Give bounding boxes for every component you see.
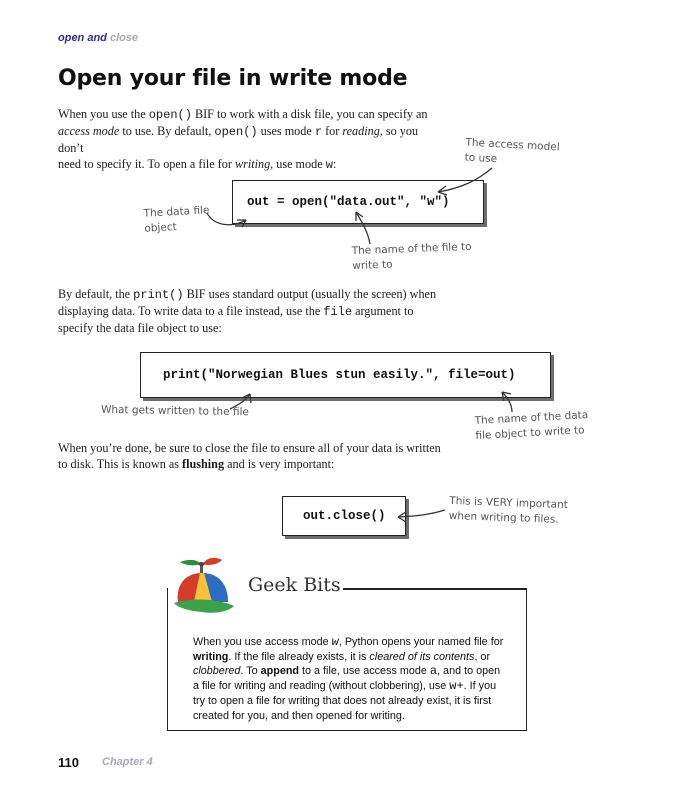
note-data-file-object: The name of the data file object to write to bbox=[474, 409, 589, 442]
page-title: Open your file in write mode bbox=[58, 66, 408, 91]
section-tag-close: close bbox=[109, 32, 139, 44]
note-access-mode: The access model to use bbox=[464, 136, 560, 166]
chapter-label: Chapter 4 bbox=[102, 756, 153, 768]
code-open: open() bbox=[148, 108, 192, 122]
note-data-file: The data file object bbox=[143, 204, 210, 235]
geek-bits-title: Geek Bits bbox=[248, 574, 341, 596]
arrow-data-file bbox=[207, 213, 246, 225]
arrow-access-mode bbox=[438, 168, 492, 192]
geek-bits-text: When you use access mode w, Python opens your named file for writing. If the file already exists, it is cleared of its contents, or clobbered. To append to a file, use access mode a, and to open a file for writing and reading (without clobbering), use w+. If you try to open a file for writing that does not already exist, it is first created for you, and then opened for writing. bbox=[193, 635, 504, 722]
arrow-what-gets-written bbox=[230, 394, 250, 409]
intro-line-1: When you use the open() BIF to work with a disk file, you can specify an bbox=[58, 107, 428, 122]
arrow-very-important bbox=[398, 510, 445, 517]
intro-line-2: access mode to use. By default, open() uses mode r for reading, so you don’t bbox=[58, 124, 419, 155]
print-line-1: By default, the print() BIF uses standard output (usually the screen) when bbox=[58, 287, 437, 302]
code-close-statement: out.close() bbox=[303, 509, 386, 523]
propeller-hat-icon bbox=[170, 556, 236, 628]
close-line-1: When you’re done, be sure to close the file to ensure all of your data is written bbox=[58, 441, 441, 455]
close-line-2: to disk. This is known as flushing and is very important: bbox=[58, 457, 335, 471]
note-file-name: The name of the file to write to bbox=[351, 240, 472, 273]
note-what-gets-written: What gets written to the file bbox=[100, 403, 250, 419]
arrow-data-object bbox=[502, 392, 512, 412]
code-open-statement: out = open("data.out", "w") bbox=[247, 195, 450, 209]
page-number: 110 bbox=[58, 755, 79, 770]
code-print-statement: print("Norwegian Blues stun easily.", file=out) bbox=[163, 368, 516, 382]
section-tag-open: open and bbox=[58, 32, 107, 44]
print-line-3: specify the data file object to use: bbox=[58, 321, 222, 335]
note-very-important: This is VERY important when writing to files. bbox=[448, 494, 569, 526]
print-line-2: displaying data. To write data to a file instead, use the file argument to bbox=[58, 304, 414, 319]
intro-line-3: need to specify it. To open a file for writing, use mode w: bbox=[58, 157, 337, 172]
